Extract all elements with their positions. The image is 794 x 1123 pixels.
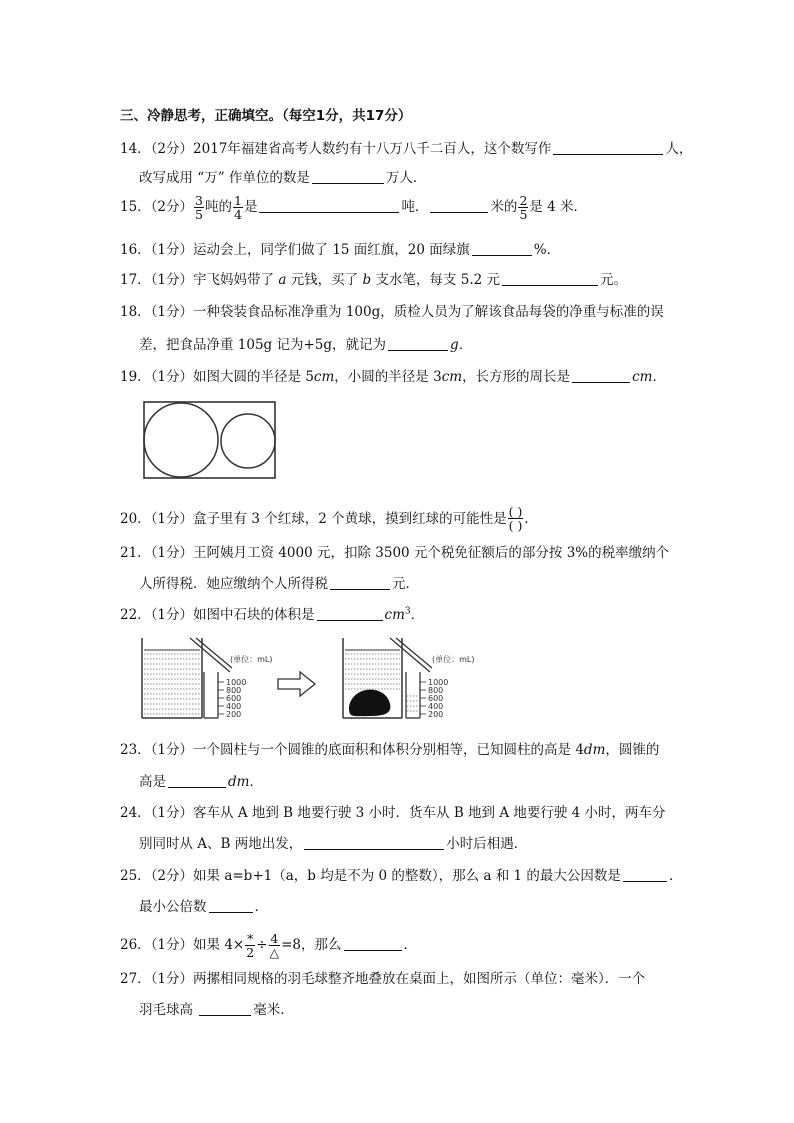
answer-blank[interactable]: [344, 937, 402, 951]
question-14-line2: 改写成用 “万” 作单位的数是 万人．: [139, 170, 427, 186]
answer-blank[interactable]: [259, 199, 399, 213]
answer-blank[interactable]: [388, 337, 448, 351]
figure-19-rect-circles: [143, 400, 277, 480]
small-circle: [221, 414, 275, 468]
answer-blank[interactable]: [199, 1002, 251, 1016]
question-24: 24．（1分）客车从 A 地到 B 地要行驶 3 小时．货车从 B 地到 A 地要行驶 4 小时，两车分: [120, 805, 666, 821]
fraction: $\frac{2}{5}$: [519, 193, 528, 222]
question-20: 20．（1分）盒子里有 3 个红球，2 个黄球，摸到红球的可能性是 $\frac{( )}{( )}$ ．: [120, 504, 538, 533]
question-22: 22．（1分）如图中石块的体积是 $cm^3$．: [120, 606, 425, 623]
answer-blank[interactable]: [430, 199, 488, 213]
tick-label: 400: [226, 702, 242, 711]
tick-label: 200: [226, 710, 242, 719]
tick-label: 600: [428, 694, 444, 703]
question-21-line2: 人所得税．她应缴纳个人所得税 元．: [139, 576, 419, 592]
answer-blank[interactable]: [317, 607, 383, 621]
question-26: 26．（1分）如果 4× $\frac{*}{2}$ ÷ $\frac{4}{\triangle}$ =8，那么 ．: [120, 931, 418, 960]
fraction: $\frac{1}{4}$: [233, 193, 242, 222]
question-18-line2: 差，把食品净重 105g 记为+5g，就记为 g．: [139, 337, 473, 353]
unit-label: (单位：mL): [432, 655, 475, 664]
answer-blank[interactable]: [553, 141, 663, 155]
answer-blank[interactable]: [209, 899, 253, 913]
tick-label: 200: [428, 710, 444, 719]
stone: [349, 690, 390, 717]
answer-blank[interactable]: [304, 836, 444, 850]
answer-blank[interactable]: [502, 272, 598, 286]
question-17: 17．（1分）宇飞妈妈带了 a 元钱，买了 b 支水笔，每支 5.2 元 元。: [120, 272, 627, 288]
answer-blank[interactable]: [330, 576, 390, 590]
measuring-cylinder-after: [406, 654, 475, 719]
question-14: 14．（2分）2017年福建省高考人数约有十八万八千二百人，这个数写作 人，: [120, 141, 693, 157]
tick-label: 1000: [226, 678, 247, 687]
answer-blank[interactable]: [472, 242, 532, 256]
right-arrow-icon: [278, 672, 315, 696]
large-circle: [144, 403, 218, 477]
tick-label: 600: [226, 694, 242, 703]
fraction-answer[interactable]: $\frac{( )}{( )}$: [508, 504, 523, 533]
measuring-cylinder-before: [204, 654, 273, 719]
tick-label: 800: [428, 686, 444, 695]
question-27: 27．（1分）两摞相同规格的羽毛球整齐地叠放在桌面上，如图所示（单位：毫米）．一个: [120, 971, 646, 987]
tick-label: 400: [428, 702, 444, 711]
beaker-after: [343, 638, 432, 718]
section-title: 三、冷静思考，正确填空。（每空1分，共17分）: [120, 108, 412, 124]
unit-label: (单位：mL): [230, 655, 273, 664]
question-27-line2: 羽毛球高 毫米．: [139, 1002, 294, 1018]
question-23: 23．（1分）一个圆柱与一个圆锥的底面积和体积分别相等，已知圆柱的高是 4dm，圆锥的: [120, 742, 660, 758]
question-24-line2: 别同时从 A、B 两地出发， 小时后相遇．: [139, 836, 528, 852]
question-16: 16．（1分）运动会上，同学们做了 15 面红旗，20 面绿旗 %．: [120, 242, 561, 258]
tick-label: 1000: [428, 678, 449, 687]
question-21: 21．（1分）王阿姨月工资 4000 元，扣除 3500 元个税免征额后的部分按 3%的税率缴纳个: [120, 545, 670, 561]
fraction: $\frac{*}{2}$: [246, 931, 255, 960]
answer-blank[interactable]: [168, 774, 226, 788]
question-25-line2: 最小公倍数 ．: [139, 899, 268, 915]
tick-label: 800: [226, 686, 242, 695]
question-23-line2: 高是 dm．: [139, 774, 263, 790]
answer-blank[interactable]: [312, 170, 384, 184]
fraction: $\frac{3}{5}$: [195, 193, 203, 222]
question-19: 19．（1分）如图大圆的半径是 5cm，小圆的半径是 3cm，长方形的周长是 cm．: [120, 369, 666, 385]
figure-22-beakers: [140, 632, 480, 724]
answer-blank[interactable]: [623, 868, 667, 882]
question-15: 15．（2分） $\frac{3}{5}$ 吨的 $\frac{1}{4}$ 是 吨． 米的 $\frac{2}{5}$ 是 4 米．: [120, 193, 588, 222]
question-25: 25．（2分）如果 a=b+1（a，b 均是不为 0 的整数），那么 a 和 1 的最大公因数是 ．: [120, 868, 683, 884]
question-18: 18．（1分）一种袋装食品标准净重为 100g，质检人员为了解该食品每袋的净重与标准的误: [120, 304, 664, 320]
fraction: $\frac{4}{\triangle}$: [269, 931, 280, 960]
answer-blank[interactable]: [572, 369, 630, 383]
